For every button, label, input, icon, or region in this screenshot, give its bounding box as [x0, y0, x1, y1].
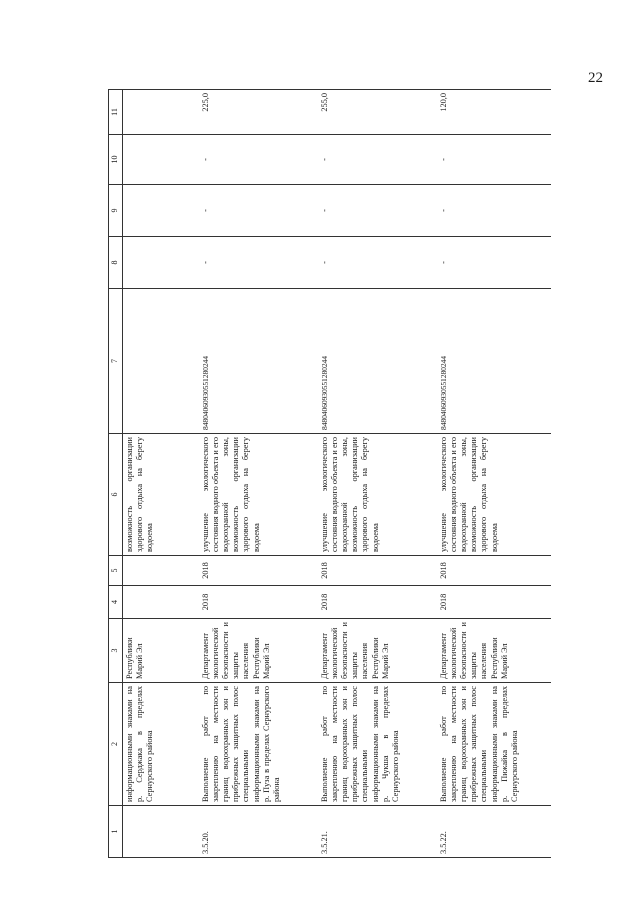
row-number: 3.5.21.	[313, 806, 432, 858]
row-result: улучшение экологического состояния водного объекта и его водоохранной зоны, возможность организации здорового отдыха на берегу водоема	[194, 434, 313, 556]
col-header-2: 2	[109, 683, 123, 806]
row-result: улучшение экологического состояния водного объекта и его водоохранной зоны, возможность организации здорового отдыха на берегу водоема	[313, 434, 432, 556]
row-amount: 255,0	[313, 90, 432, 135]
row-col8: -	[313, 237, 432, 289]
col-header-6: 6	[109, 434, 123, 556]
row-number: 3.5.20.	[194, 806, 313, 858]
cell-empty	[123, 237, 195, 289]
row-start-year: 2018	[313, 586, 432, 619]
cell-empty	[123, 185, 195, 237]
row-result: улучшение экологического состояния водного объекта и его водоохранной зоны, возможность организации здорового отдыха на берегу водоема	[432, 434, 551, 556]
cell-empty	[123, 586, 195, 619]
col-header-8: 8	[109, 237, 123, 289]
row-end-year: 2018	[313, 556, 432, 586]
cell-empty	[123, 806, 195, 858]
cell-empty	[123, 289, 195, 434]
row-number: 3.5.22.	[432, 806, 551, 858]
col-header-4: 4	[109, 586, 123, 619]
row-col10: -	[313, 135, 432, 185]
continuation-row	[123, 90, 195, 858]
row-col9: -	[313, 185, 432, 237]
row-end-year: 2018	[432, 556, 551, 586]
table-row	[194, 90, 313, 858]
row-executor: Департамент экологической безопасности и защиты населения Республики Марий Эл	[194, 619, 313, 683]
col-header-5: 5	[109, 556, 123, 586]
row-budget-code: 84804060930551280244	[432, 289, 551, 434]
cell-empty	[123, 135, 195, 185]
row-start-year: 2018	[194, 586, 313, 619]
column-number-row	[109, 90, 123, 858]
row-amount: 120,0	[432, 90, 551, 135]
cont-result: возможность организации здорового отдыха на берегу водоема	[123, 434, 195, 556]
col-header-3: 3	[109, 619, 123, 683]
col-header-7: 7	[109, 289, 123, 434]
row-name: Выполнение работ по закреплению на местности границ водоохранных зон и прибрежных защитных полос специальными информационными знаками на р. Пижайка в пределах Сернурского района	[432, 683, 551, 806]
row-col10: -	[432, 135, 551, 185]
row-col9: -	[194, 185, 313, 237]
cont-name: информационными знаками на р. Серджака в пределах Сернурского района	[123, 683, 195, 806]
page-number: 22	[588, 70, 603, 86]
row-start-year: 2018	[432, 586, 551, 619]
col-header-11: 11	[109, 90, 123, 135]
cell-empty	[123, 556, 195, 586]
row-amount: 225,0	[194, 90, 313, 135]
row-executor: Департамент экологической безопасности и защиты населения Республики Марий Эл	[313, 619, 432, 683]
row-executor: Департамент экологической безопасности и защиты населения Республики Марий Эл	[432, 619, 551, 683]
row-budget-code: 84804060930551280244	[313, 289, 432, 434]
row-budget-code: 84804060930551280244	[194, 289, 313, 434]
col-header-9: 9	[109, 185, 123, 237]
row-col9: -	[432, 185, 551, 237]
row-name: Выполнение работ по закреплению на местности границ водоохранных зон и прибрежных защитных полос специальными информационными знаками на р. Пуза в пределах Сернурского района	[194, 683, 313, 806]
row-name: Выполнение работ по закреплению на местности границ водоохранных зон и прибрежных защитных полос специальными информационными знаками на р. Чукша в пределах Сернурского района	[313, 683, 432, 806]
col-header-10: 10	[109, 135, 123, 185]
cell-empty	[123, 90, 195, 135]
row-col8: -	[432, 237, 551, 289]
rotated-table-container	[108, 90, 551, 858]
table-row	[432, 90, 551, 858]
row-col8: -	[194, 237, 313, 289]
row-end-year: 2018	[194, 556, 313, 586]
program-table	[108, 89, 551, 858]
col-header-1: 1	[109, 806, 123, 858]
row-col10: -	[194, 135, 313, 185]
cont-executor: Республики Марий Эл	[123, 619, 195, 683]
table-row	[313, 90, 432, 858]
